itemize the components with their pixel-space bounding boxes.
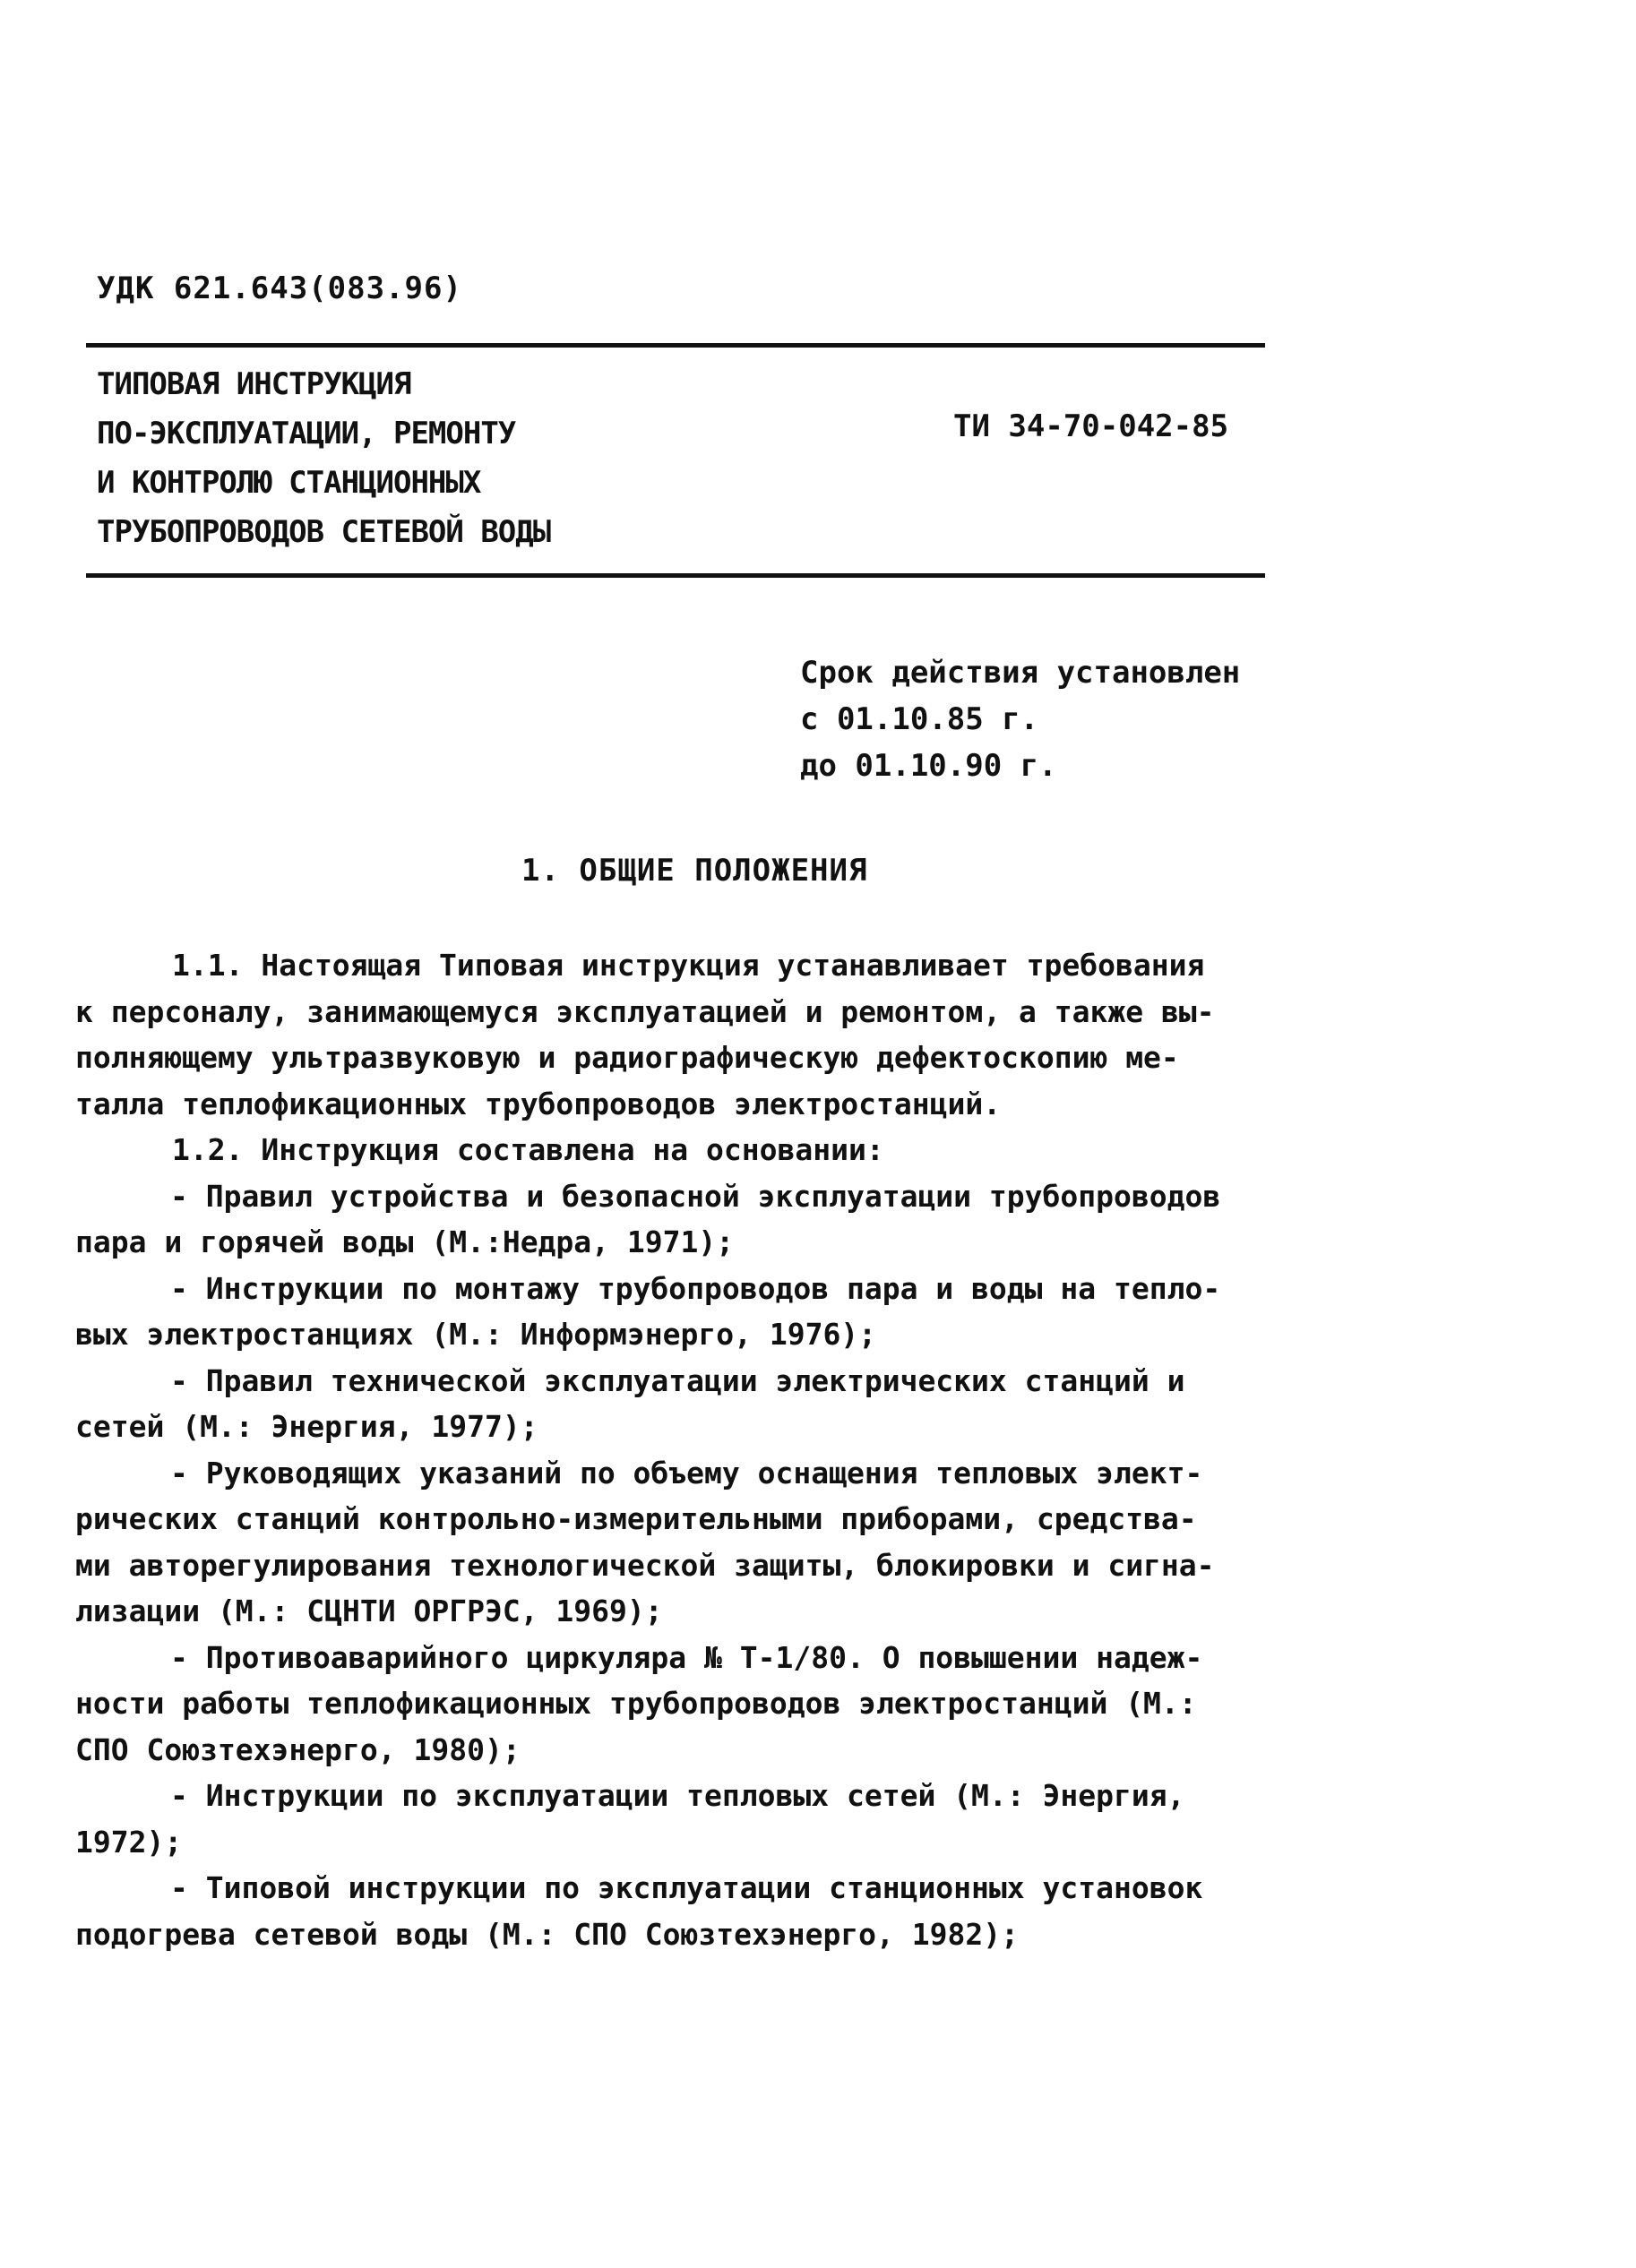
body-text [75,942,1294,1957]
list-item-line: - Инструкции по монтажу трубопроводов пара и воды на тепло- [170,1270,1221,1306]
list-item-line: - Противоаварийного циркуляра № Т-1/80. О повышении надеж- [170,1639,1203,1675]
list-item-line: вых электростанциях (М.: Информэнерго, 1976); [75,1317,877,1352]
list-item-line: пара и горячей воды (М.:Недра, 1971); [75,1224,735,1259]
bottom-rule [86,573,1265,578]
top-rule [86,343,1265,348]
paragraph-line: полняющему ультразвуковую и радиографическую дефектоскопию ме- [75,1040,1179,1075]
list-item-line: СПО Союзтехэнерго, 1980); [75,1731,521,1767]
paragraph-line: 1.2. Инструкция составлена на основании: [172,1132,884,1167]
list-item-line: ми авторегулирования технологической защиты, блокировки и сигна- [75,1547,1215,1583]
paragraph-line: к персоналу, занимающемуся эксплуатацией и ремонтом, а также вы- [75,993,1215,1029]
list-item-line: - Руководящих указаний по объему оснащения тепловых элект- [170,1455,1203,1491]
list-item-line: - Правил технической эксплуатации электрических станций и [170,1362,1185,1398]
list-item-line: подогрева сетевой воды (М.: СПО Союзтехэнерго, 1982); [75,1916,1019,1952]
list-item-line: лизации (М.: СЦНТИ ОРГРЭС, 1969); [75,1594,663,1628]
title-line: ПО-ЭКСПЛУАТАЦИИ, РЕМОНТУ [97,416,516,451]
paragraph-line: 1.1. Настоящая Типовая инструкция устанавливает требования [172,948,1205,983]
validity-line: Срок действия установлен [800,655,1241,691]
list-item-line: - Инструкции по эксплуатации тепловых сетей (М.: Энергия, [170,1778,1185,1813]
document-title [97,360,550,557]
title-line: ТРУБОПРОВОДОВ СЕТЕВОЙ ВОДЫ [97,514,551,550]
list-item-line: сетей (М.: Энергия, 1977); [75,1409,538,1444]
validity-line: до 01.10.90 г. [800,748,1057,784]
validity-line: с 01.10.85 г. [800,701,1039,737]
list-item-line: - Правил устройства и безопасной эксплуатации трубопроводов [170,1178,1221,1214]
title-line: ТИПОВАЯ ИНСТРУКЦИЯ [97,366,411,402]
section-heading: 1. ОБЩИЕ ПОЛОЖЕНИЯ [521,853,868,889]
list-item-line: 1972); [75,1824,183,1860]
list-item-line: ности работы теплофикационных трубопроводов электростанций (М.: [75,1686,1197,1721]
list-item-line: - Типовой инструкции по эксплуатации станционных установок [170,1870,1203,1905]
document-code: ТИ 34-70-042-85 [953,408,1229,444]
paragraph-line: талла теплофикационных трубопроводов электростанций. [75,1086,1002,1121]
udk-code: УДК 621.643(083.96) [97,271,462,306]
list-item-line: рических станций контрольно-измерительными приборами, средства- [75,1501,1197,1536]
validity-period [800,649,1240,789]
title-line: И КОНТРОЛЮ СТАНЦИОННЫХ [97,465,481,501]
